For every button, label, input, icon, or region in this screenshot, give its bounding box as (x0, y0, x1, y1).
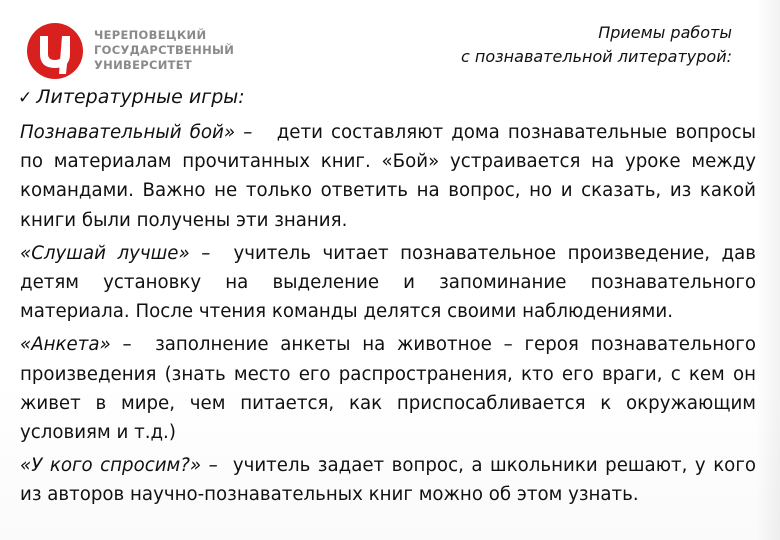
slide-edge-shadow (756, 0, 780, 540)
university-logo (26, 22, 246, 82)
game-description: учитель задает вопрос, а школьники решают, у кого из авторов научно-познавательных книг можно об этом узнать. (20, 455, 756, 506)
game-term: «Анкета» – (20, 334, 132, 356)
game-description: дети составляют дома познавательные вопросы по материалам прочитанных книг. «Бой» устраивается на уроке между командами. Важно не только ответить на вопрос, но и сказать, из какой книги были получены эти знания. (20, 122, 756, 231)
slide-title-line-1: Приемы работы (598, 23, 732, 42)
paragraph-game-2 (20, 239, 756, 327)
slide-title (372, 21, 732, 69)
paragraph-game-4 (20, 451, 756, 509)
checkmark-icon: ✓ (18, 88, 33, 108)
section-heading-text: Литературные игры: (36, 86, 245, 108)
game-term: «У кого спросим?» – (20, 455, 218, 477)
slide-title-line-2: с познавательной литературой: (461, 47, 732, 66)
game-term: Познавательный бой» – (20, 122, 253, 143)
section-heading (18, 84, 245, 111)
university-logo-mark-icon (26, 22, 84, 80)
game-term: «Слушай лучше» – (20, 242, 211, 264)
paragraph-game-3 (20, 330, 756, 447)
logo-line-3: УНИВЕРСИТЕТ (94, 58, 193, 72)
paragraph-game-1 (20, 118, 756, 235)
university-logo-text (94, 28, 234, 73)
logo-line-1: ЧЕРЕПОВЕЦКИЙ (94, 28, 207, 42)
game-description: заполнение анкеты на животное – героя познавательного произведения (знать место его распространения, кто его враги, с кем он живет в мире, чем питается, как приспосабливается к окружающим условиям и т.д.) (20, 334, 756, 444)
logo-line-2: ГОСУДАРСТВЕННЫЙ (94, 43, 235, 57)
game-description: учитель читает познавательное произведение, дав детям установку на выделение и запоминание познавательного материала. После чтения команды делятся своими наблюдениями. (20, 242, 756, 323)
body-text (20, 118, 756, 514)
